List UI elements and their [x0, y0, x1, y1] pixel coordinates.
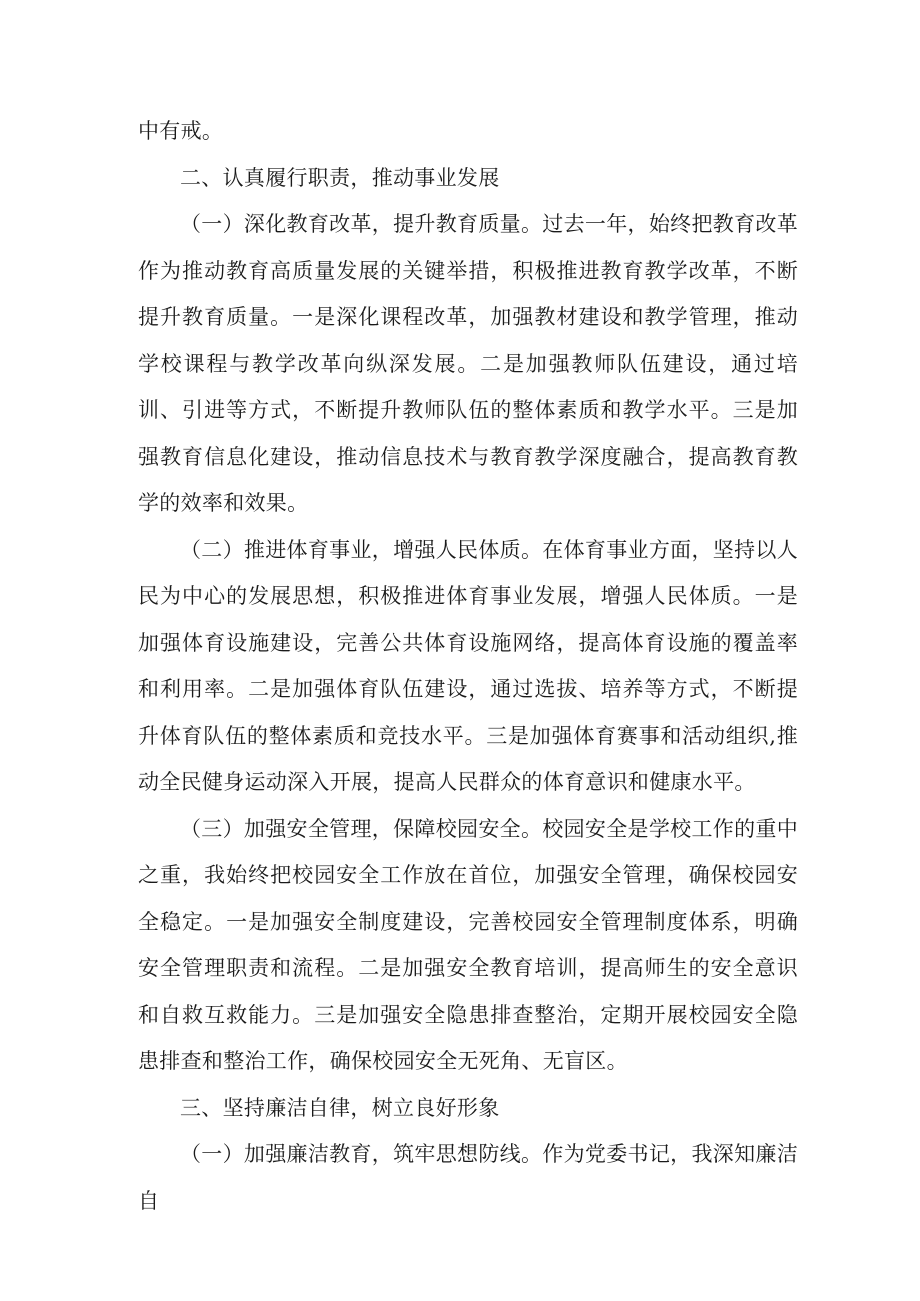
paragraph-integrity: （一）加强廉洁教育，筑牢思想防线。作为党委书记，我深知廉洁自	[138, 1142, 798, 1213]
paragraph-continuation: 中有戒。	[138, 119, 224, 143]
section-heading-2: 二、认真履行职责，推动事业发展	[180, 165, 500, 190]
document-body	[138, 108, 798, 1224]
paragraph-education-reform: （一）深化教育改革，提升教育质量。过去一年，始终把教育改革作为推动教育高质量发展的关键举措，积极推进教育教学改革，不断提升教育质量。一是深化课程改革，加强教材建设和教学管理，推动学校课程与教学改革向纵深发展。二是加强教师队伍建设，通过培训、引进等方式，不断提升教师队伍的整体素质和教学水平。三是加强教育信息化建设，推动信息技术与教育教学深度融合，提高教育教学的效率和效果。	[138, 212, 798, 515]
section-heading-3: 三、坚持廉洁自律，树立良好形象	[180, 1095, 500, 1120]
paragraph-sports: （二）推进体育事业，增强人民体质。在体育事业方面，坚持以人民为中心的发展思想，积极推进体育事业发展，增强人民体质。一是加强体育设施建设，完善公共体育设施网络，提高体育设施的覆盖率和利用率。二是加强体育队伍建设，通过选拔、培养等方式，不断提升体育队伍的整体素质和竞技水平。三是加强体育赛事和活动组织,推动全民健身运动深入开展，提高人民群众的体育意识和健康水平。	[138, 537, 798, 794]
paragraph-safety: （三）加强安全管理，保障校园安全。校园安全是学校工作的重中之重，我始终把校园安全工作放在首位，加强安全管理，确保校园安全稳定。一是加强安全制度建设，完善校园安全管理制度体系，明确安全管理职责和流程。二是加强安全教育培训，提高师生的安全意识和自救互救能力。三是加强安全隐患排查整治，定期开展校园安全隐患排查和整治工作，确保校园安全无死角、无盲区。	[138, 816, 798, 1073]
